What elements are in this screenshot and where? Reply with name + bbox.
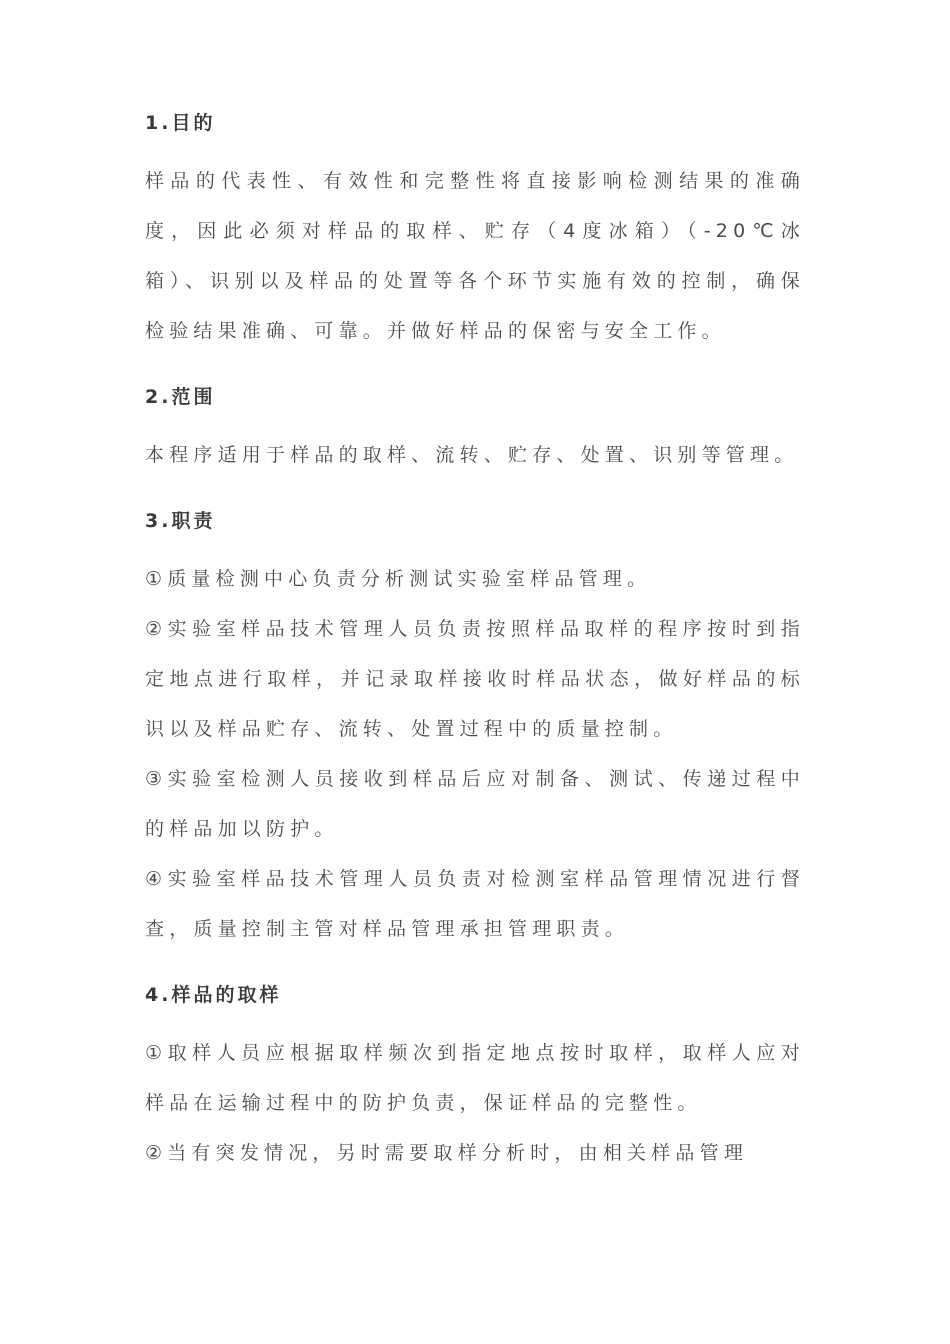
section-heading: 2.范围 (145, 386, 216, 408)
section-scope (145, 380, 805, 480)
paragraph: ①质量检测中心负责分析测试实验室样品管理。 (145, 568, 652, 590)
section-heading: 4.样品的取样 (145, 984, 282, 1006)
paragraph: ③实验室检测人员接收到样品后应对制备、测试、传递过程中的样品加以防护。 (145, 768, 805, 840)
paragraph: ②实验室样品技术管理人员负责按照样品取样的程序按时到指定地点进行取样，并记录取样接收时样品状态，做好样品的标识以及样品贮存、流转、处置过程中的质量控制。 (145, 618, 805, 740)
section-heading: 1.目的 (145, 112, 216, 134)
section-purpose (145, 106, 805, 356)
paragraph: 本程序适用于样品的取样、流转、贮存、处置、识别等管理。 (145, 444, 799, 466)
section-sampling (145, 978, 805, 1178)
paragraph: ④实验室样品技术管理人员负责对检测室样品管理情况进行督查，质量控制主管对样品管理承担管理职责。 (145, 868, 805, 940)
paragraph: ①取样人员应根据取样频次到指定地点按时取样，取样人应对样品在运输过程中的防护负责，保证样品的完整性。 (145, 1042, 805, 1114)
paragraph: 样品的代表性、有效性和完整性将直接影响检测结果的准确度，因此必须对样品的取样、贮存（4度冰箱）（-20℃冰箱）、识别以及样品的处置等各个环节实施有效的控制，确保检验结果准确、可靠。并做好样品的保密与安全工作。 (145, 170, 805, 342)
section-responsibilities (145, 504, 805, 954)
section-heading: 3.职责 (145, 510, 216, 532)
document-page (145, 106, 805, 1178)
paragraph: ②当有突发情况，另时需要取样分析时，由相关样品管理 (145, 1142, 749, 1164)
